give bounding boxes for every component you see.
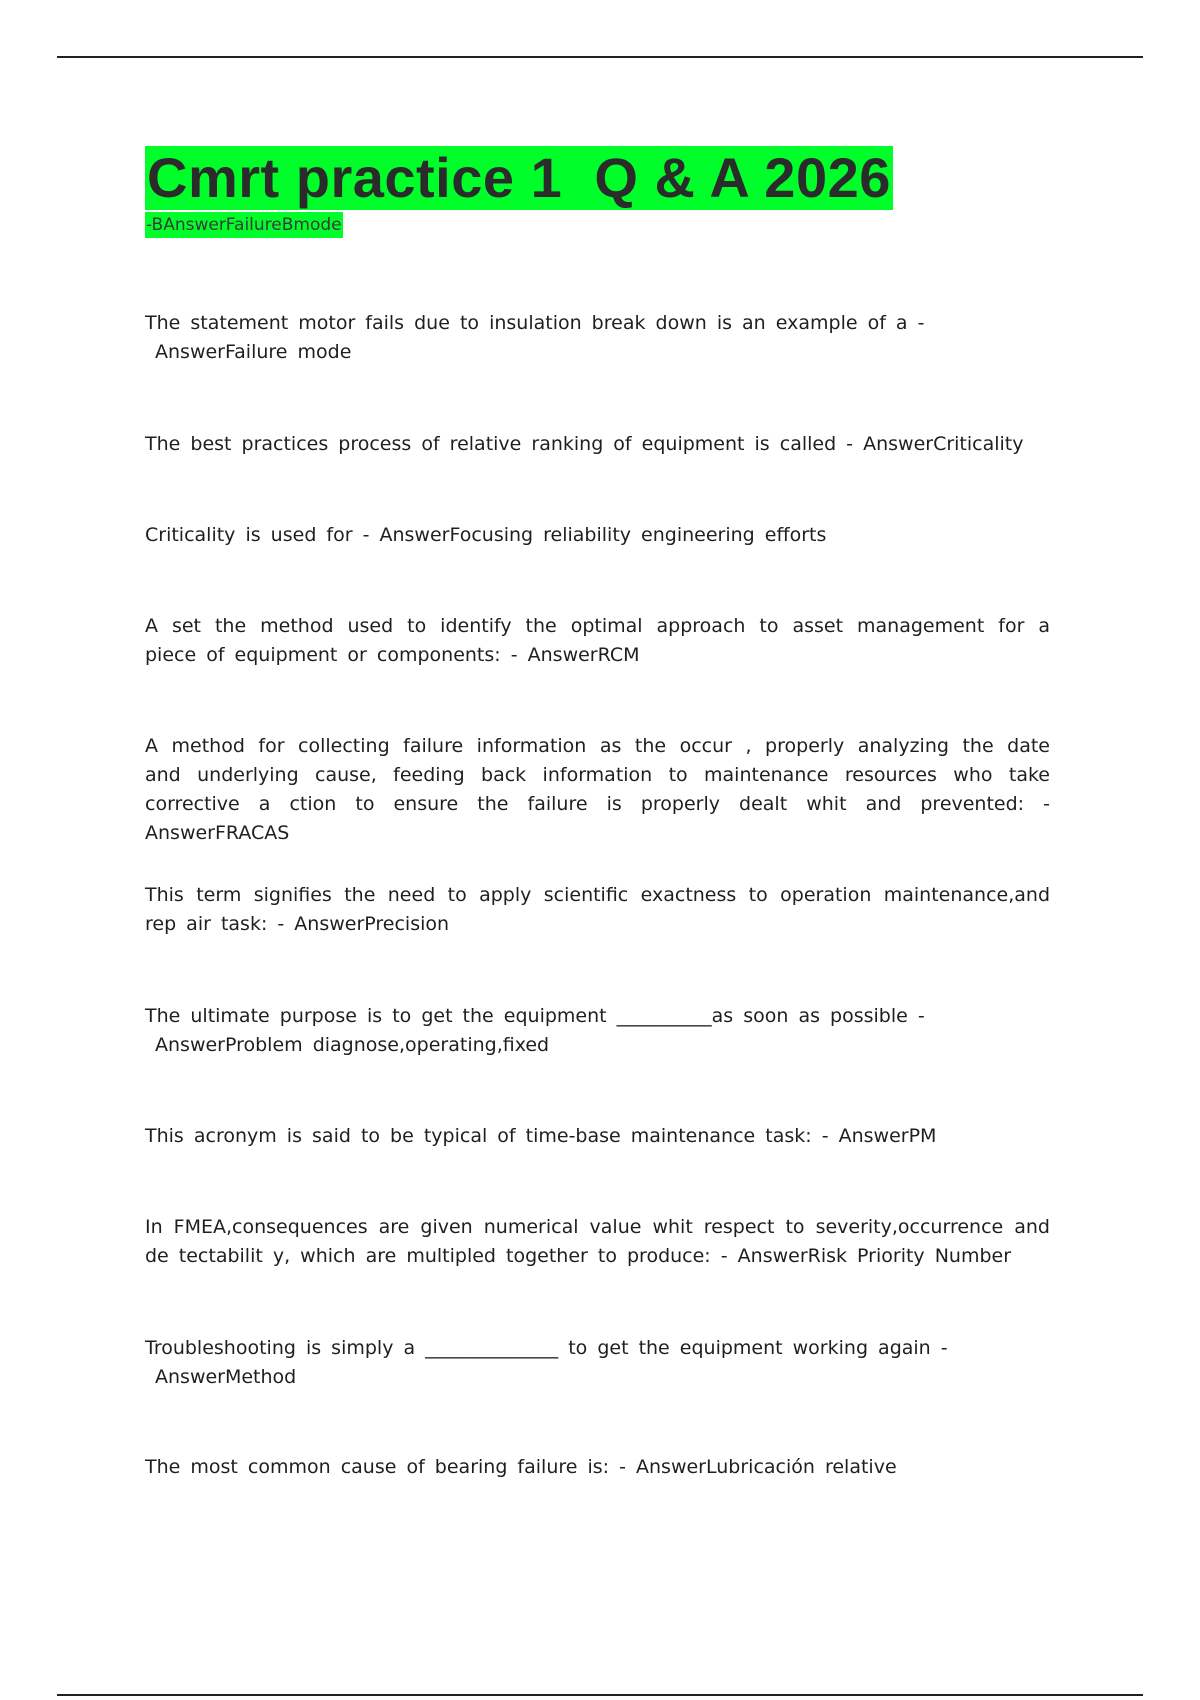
qa-item [145, 430, 1050, 459]
qa-item [145, 1334, 1050, 1392]
qa-item [145, 612, 1050, 670]
qa-item [145, 1213, 1050, 1271]
bottom-rule [57, 1694, 1143, 1696]
question-text: This term signifies the need to apply scientific exactness to operation maintenance,and rep air task: - [145, 884, 1050, 935]
answer-text: AnswerCriticality [863, 433, 1024, 455]
qa-item [145, 1453, 1050, 1482]
qa-item [145, 1122, 1050, 1151]
answer-text: AnswerRCM [527, 644, 640, 666]
answer-text: AnswerPrecision [294, 913, 450, 935]
question-text: A set the method used to identify the optimal approach to asset management for a piece of equipment or components: - [145, 615, 1050, 666]
qa-item [145, 1002, 1050, 1060]
question-text: The best practices process of relative ranking of equipment is called - [145, 433, 854, 455]
qa-item [145, 881, 1050, 939]
question-text: Troubleshooting is simply a ______________ to get the equipment working again - [145, 1337, 948, 1359]
question-text: The ultimate purpose is to get the equipment __________as soon as possible - [145, 1005, 925, 1027]
question-text: In FMEA,consequences are given numerical value whit respect to severity,occurrence and de tectabilit y, which are multipled together to produce: - [145, 1216, 1050, 1267]
answer-text: AnswerLubricación relative [636, 1456, 897, 1478]
top-rule [57, 56, 1143, 58]
question-text: The most common cause of bearing failure is: - [145, 1456, 626, 1478]
answer-text: AnswerPM [838, 1125, 937, 1147]
document-subtitle: -BAnswerFailureBmode [145, 212, 343, 238]
question-text: Criticality is used for - [145, 524, 370, 546]
answer-text: AnswerMethod [155, 1366, 297, 1388]
qa-item [145, 521, 1050, 550]
question-text: This acronym is said to be typical of time-base maintenance task: - [145, 1125, 829, 1147]
document-title: Cmrt practice 1 Q & A 2026 [147, 146, 891, 209]
question-text: A method for collecting failure information as the occur , properly analyzing the date and underlying cause, feeding back information to maintenance resources who take corrective a ction to ensure the failure is properly dealt whit and prevented: - [145, 735, 1050, 815]
answer-text: AnswerRisk Priority Number [737, 1245, 1012, 1267]
answer-text: AnswerProblem diagnose,operating,fixed [155, 1034, 550, 1056]
answer-text: AnswerFocusing reliability engineering efforts [379, 524, 827, 546]
question-text: The statement motor fails due to insulation break down is an example of a - [145, 312, 925, 334]
qa-item [145, 309, 1050, 367]
qa-item [145, 732, 1050, 848]
answer-text: AnswerFailure mode [155, 341, 352, 363]
answer-text: AnswerFRACAS [145, 822, 290, 844]
